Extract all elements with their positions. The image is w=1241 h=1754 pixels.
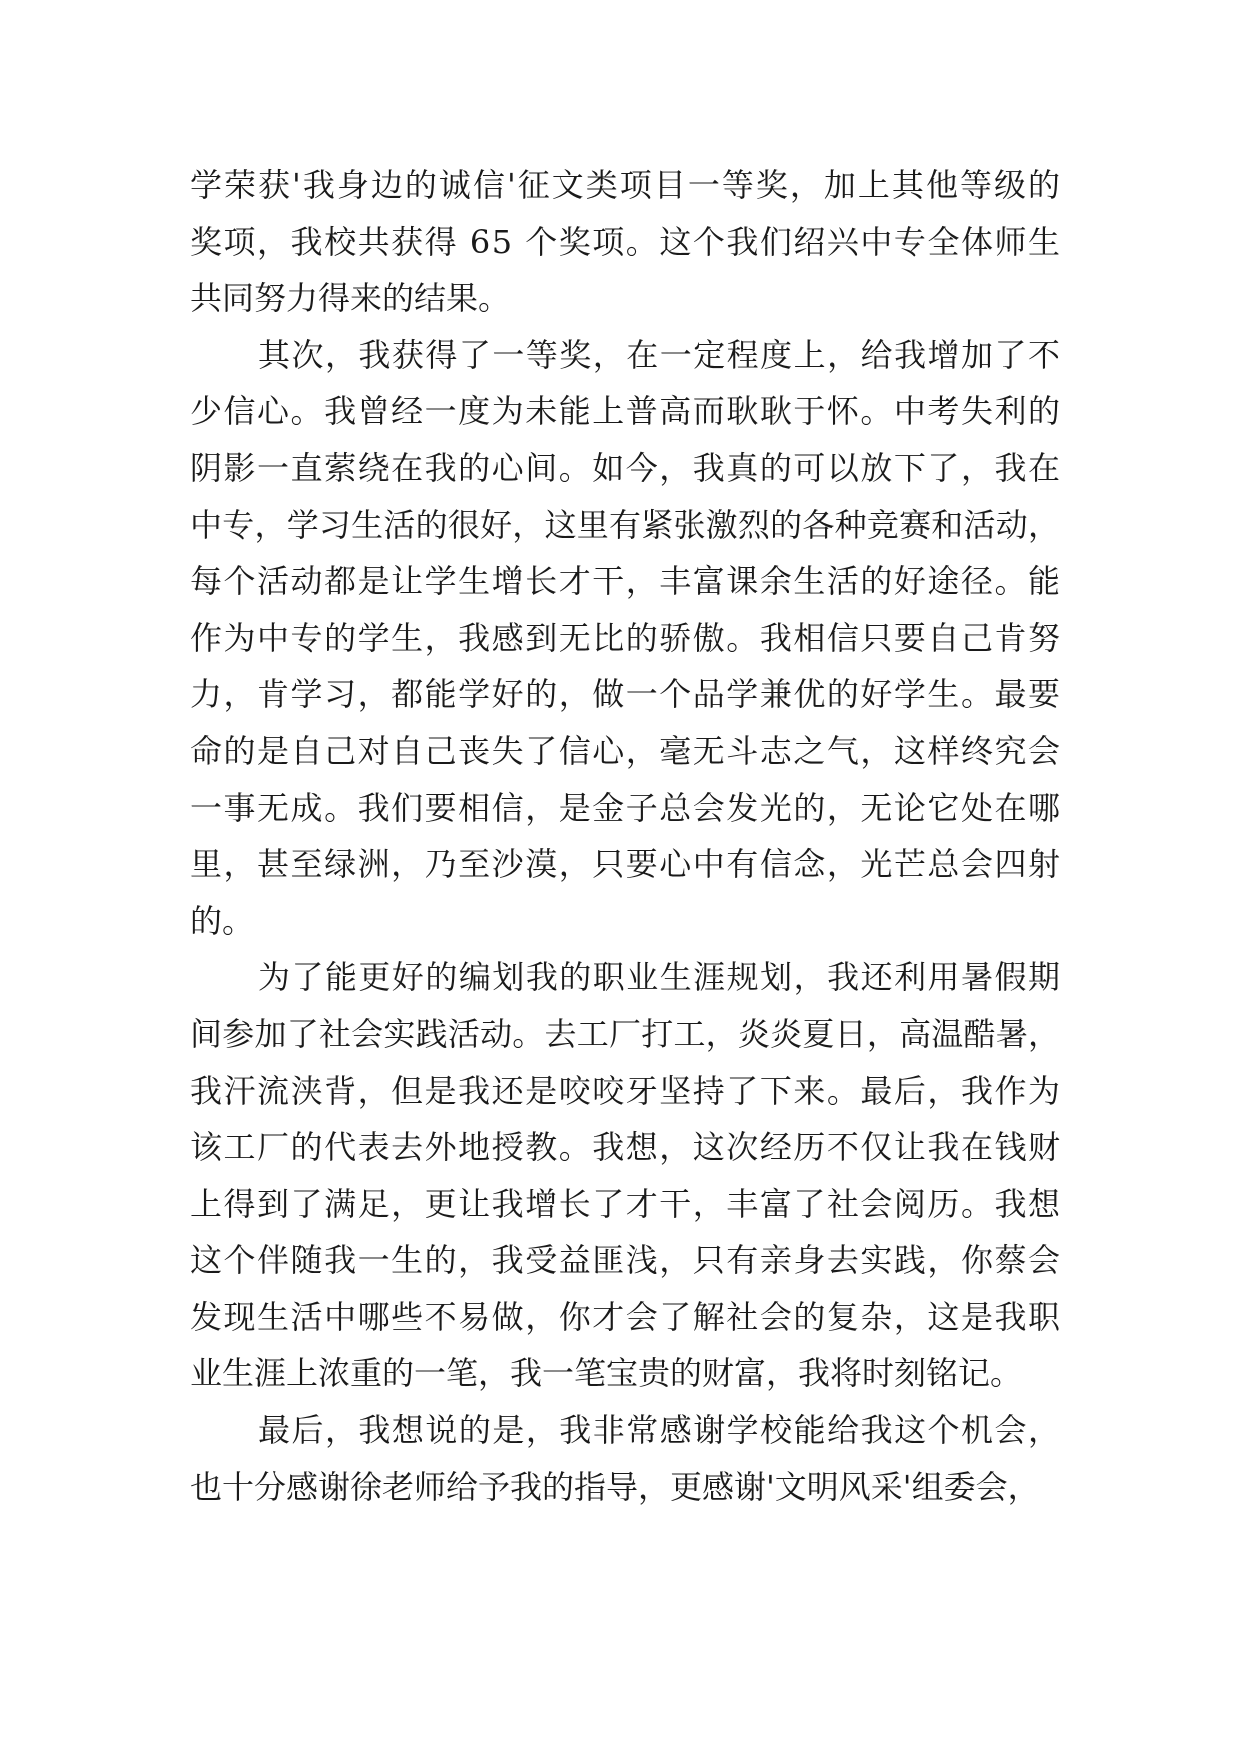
- text-line: 也十分感谢徐老师给予我的指导，更感谢'文明风采'组委会，: [190, 1467, 1040, 1506]
- text-line: 我汗流浃背，但是我还是咬咬牙坚持了下来。最后，我作为: [190, 1071, 1062, 1110]
- text-line: 共同努力得来的结果。: [190, 279, 511, 318]
- text-line: 少信心。我曾经一度为未能上普高而耿耿于怀。中考失利的: [190, 392, 1062, 431]
- text-line: 中专，学习生活的很好，这里有紧张激烈的各种竞赛和活动，: [190, 505, 1061, 544]
- text-line: 间参加了社会实践活动。去工厂打工，炎炎夏日，高温酷暑，: [190, 1014, 1061, 1053]
- text-line: 作为中专的学生，我感到无比的骄傲。我相信只要自己肯努: [190, 618, 1062, 657]
- text-line: 这个伴随我一生的，我受益匪浅，只有亲身去实践，你蔡会: [190, 1241, 1062, 1280]
- text-line: 奖项，我校共获得 65 个奖项。这个我们绍兴中专全体师生: [190, 222, 1062, 261]
- text-line: 为了能更好的编划我的职业生涯规划，我还利用暑假期: [258, 958, 1062, 997]
- text-line: 发现生活中哪些不易做，你才会了解社会的复杂，这是我职: [190, 1297, 1062, 1336]
- text-line: 的。: [190, 901, 255, 940]
- text-line: 阴影一直萦绕在我的心间。如今，我真的可以放下了，我在: [190, 448, 1062, 487]
- text-line: 该工厂的代表去外地授教。我想，这次经历不仅让我在钱财: [190, 1128, 1062, 1167]
- body-text: [190, 157, 1063, 1515]
- text-line: 业生涯上浓重的一笔，我一笔宝贵的财富，我将时刻铭记。: [190, 1354, 1023, 1393]
- text-line: 学荣获'我身边的诚信'征文类项目一等奖，加上其他等级的: [190, 166, 1063, 204]
- text-line: 每个活动都是让学生增长才干，丰富课余生活的好途径。能: [190, 562, 1062, 601]
- text-line: 其次，我获得了一等奖，在一定程度上，给我增加了不: [258, 335, 1062, 374]
- text-line: 命的是自己对自己丧失了信心，毫无斗志之气，这样终究会: [190, 731, 1062, 770]
- text-line: 最后，我想说的是，我非常感谢学校能给我这个机会，: [258, 1411, 1062, 1450]
- text-line: 里，甚至绿洲，乃至沙漠，只要心中有信念，光芒总会四射: [190, 845, 1062, 884]
- text-line: 力，肯学习，都能学好的，做一个品学兼优的好学生。最要: [190, 675, 1062, 714]
- text-line: 上得到了满足，更让我增长了才干，丰富了社会阅历。我想: [190, 1184, 1062, 1223]
- text-line: 一事无成。我们要相信，是金子总会发光的，无论它处在哪: [190, 788, 1062, 827]
